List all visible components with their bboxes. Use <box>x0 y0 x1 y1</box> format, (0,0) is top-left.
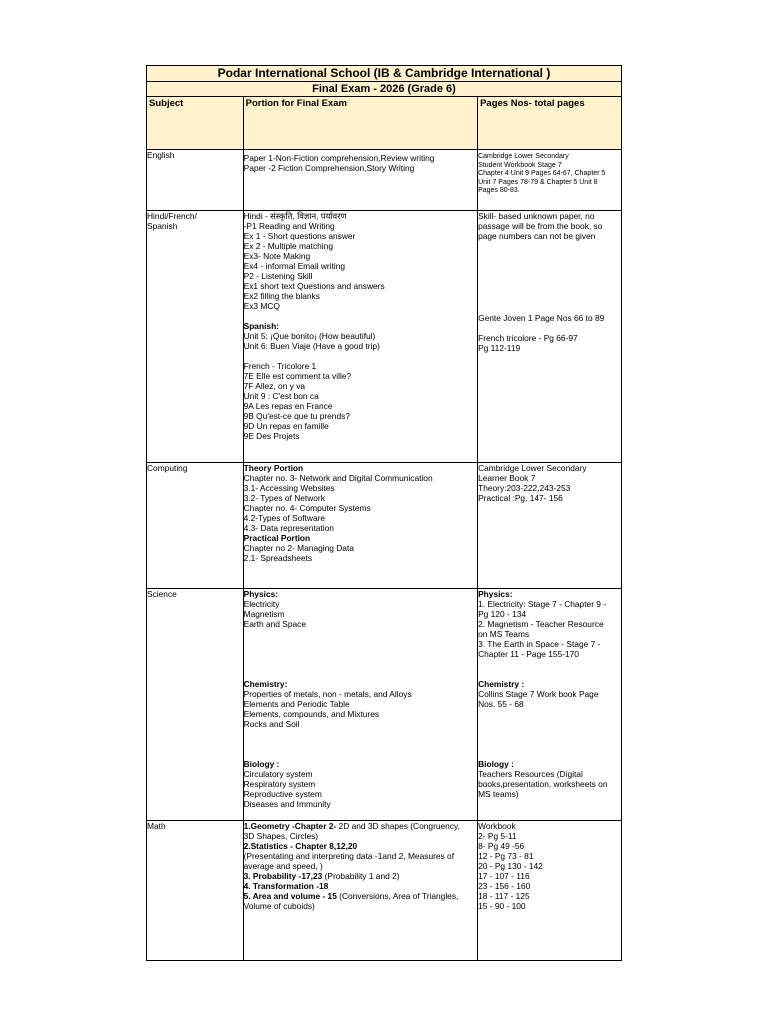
french-line: 7F Allez, on y va <box>243 381 306 391</box>
theory-line: Chapter no. 3- Network and Digital Communication <box>243 473 433 483</box>
header-portion: Portion for Final Exam <box>243 97 477 150</box>
row-english <box>147 150 622 211</box>
chemistry-line: Elements and Periodic Table <box>243 699 350 709</box>
pages-spanish: Gente Joven 1 Page Nos 66 to 89 <box>478 313 605 323</box>
pages-line: 15 - 90 - 100 <box>478 901 526 911</box>
subject-languages <box>147 211 244 463</box>
pages-line: books,presentation, worksheets on <box>478 779 608 789</box>
header-row <box>147 97 622 150</box>
biology-line: Diseases and Immunity <box>243 799 331 809</box>
math-line <box>244 891 477 901</box>
pages-math <box>478 821 622 961</box>
french-line: 9B Qu'est-ce que tu prends? <box>243 411 350 421</box>
hindi-line: Ex 1 - Short questions answer <box>243 231 356 241</box>
spanish-line: Unit 5: ¡Que bonito¡ (How beautiful) <box>243 331 376 341</box>
pages-french: Pg 112-119 <box>478 343 521 353</box>
math-rest: 2D and 3D shapes (Congruency, <box>336 821 460 831</box>
portion-science <box>243 589 477 821</box>
physics-line: Magnetism <box>243 609 285 619</box>
hindi-line: Ex2 filling the blanks <box>243 291 320 301</box>
pages-line: Unit 7 Pages 78-79 & Chapter 5 Unit 8 <box>478 178 598 186</box>
theory-line: 4.2-Types of Software <box>243 513 326 523</box>
school-title: Podar International School (IB & Cambridge International ) <box>147 66 622 82</box>
pages-line: Pages 80-83. <box>478 187 520 195</box>
math-rest: 3D Shapes, Circles) <box>243 831 319 841</box>
math-bold: 1.Geometry -Chapter 2- <box>243 821 337 831</box>
header-pages: Pages Nos- total pages <box>478 97 622 150</box>
title-row <box>147 66 622 82</box>
pages-line: Teachers Resources (Digital <box>478 769 583 779</box>
pages-line: Student Workbook Stage 7 <box>478 161 562 169</box>
pages-line: Collins Stage 7 Work book Page <box>478 689 599 699</box>
pages-computing <box>478 463 622 589</box>
physics-line: Electricity <box>243 599 280 609</box>
pages-line: 2- Pg 5-11 <box>478 831 517 841</box>
portion-computing <box>243 463 477 589</box>
pages-line: Workbook <box>478 821 516 831</box>
portion-languages <box>243 211 477 463</box>
theory-line: Chapter no. 4- Computer Systems <box>243 503 371 513</box>
row-languages <box>147 211 622 463</box>
pages-physics-heading: Physics: <box>478 589 513 599</box>
hindi-line: Ex3 MCQ <box>243 301 280 311</box>
math-rest: Volume of cuboids) <box>243 901 315 911</box>
pages-line: 12 - Pg 73 - 81 <box>478 851 534 861</box>
row-computing <box>147 463 622 589</box>
pages-line: 2. Magnetism - Teacher Resource <box>478 619 604 629</box>
math-line <box>244 871 477 881</box>
pages-line: 8- Pg 49 -56 <box>478 841 525 851</box>
pages-science <box>478 589 622 821</box>
math-line <box>244 851 477 861</box>
math-line <box>244 861 477 871</box>
biology-heading: Biology : <box>243 759 280 769</box>
header-subject: Subject <box>147 97 244 150</box>
physics-line: Earth and Space <box>243 619 307 629</box>
theory-heading: Theory Portion <box>243 463 304 473</box>
math-line <box>244 821 477 831</box>
row-math <box>147 821 622 961</box>
row-science <box>147 589 622 821</box>
pages-line: 17 - 107 - 116 <box>478 871 530 881</box>
theory-line: 3.2- Types of Network <box>243 493 325 503</box>
chemistry-heading: Chemistry: <box>243 679 288 689</box>
portion-line: Paper 1-Non-Fiction comprehension,Review writing <box>243 153 435 163</box>
chemistry-line: Rocks and Soil <box>243 719 300 729</box>
pages-line: Theory:203-222,243-253 <box>478 483 571 493</box>
hindi-line: Ex3- Note Making <box>243 251 311 261</box>
subject-computing: Computing <box>147 463 244 589</box>
chemistry-line: Properties of metals, non - metals, and Alloys <box>243 689 412 699</box>
pages-line: 18 - 117 - 125 <box>478 891 530 901</box>
pages-line: Cambridge Lower Secondary <box>478 463 587 473</box>
practical-line: 2.1- Spreadsheets <box>243 553 313 563</box>
hindi-line: Ex1 short text Questions and answers <box>243 281 385 291</box>
math-rest: average and speed, ) <box>243 861 323 871</box>
pages-biology-heading: Biology : <box>478 759 514 769</box>
pages-line: Practical :Pg. 147- 156 <box>478 493 563 503</box>
subject-line: Hindi/French/ <box>147 211 197 221</box>
exam-subtitle: Final Exam - 2026 (Grade 6) <box>147 82 622 97</box>
biology-line: Reproductive system <box>243 789 322 799</box>
subject-english: English <box>147 150 244 211</box>
exam-portion-table <box>146 65 622 961</box>
math-line <box>244 841 477 851</box>
hindi-line: -P1 Reading and Writing <box>243 221 335 231</box>
pages-languages <box>478 211 622 463</box>
pages-line: Nos. 55 - 68 <box>478 699 524 709</box>
pages-hindi: Skill- based unknown paper, no passage will be from the book, so page numbers can not be given <box>478 211 603 241</box>
theory-line: 3.1- Accessing Websites <box>243 483 335 493</box>
math-line <box>244 831 477 841</box>
pages-line: MS teams) <box>478 789 519 799</box>
subject-math: Math <box>147 821 244 961</box>
portion-line: Paper -2 Fiction Comprehension,Story Writing <box>243 163 415 173</box>
math-bold: 3. Probability -17,23 <box>243 871 323 881</box>
math-line <box>244 881 477 891</box>
pages-english <box>478 150 622 211</box>
pages-line: Pg 120 - 134 <box>478 609 527 619</box>
pages-line: on MS Teams <box>478 629 530 639</box>
pages-line: 23 - 156 - 160 <box>478 881 531 891</box>
spanish-line: Unit 6: Buen Viaje (Have a good trip) <box>243 341 380 351</box>
portion-english <box>243 150 477 211</box>
biology-line: Circulatory system <box>243 769 313 779</box>
pages-line: Chapter 11 - Page 155-170 <box>478 649 579 659</box>
hindi-line: Ex4 - informal Email writing <box>243 261 346 271</box>
french-line: 7E Elle est comment ta ville? <box>243 371 352 381</box>
practical-heading: Practical Portion <box>243 533 311 543</box>
french-line: 9D Un repas en famille <box>243 421 329 431</box>
hindi-line: P2 - Listening Skill <box>243 271 313 281</box>
french-line: 9A Les repas en France <box>243 401 333 411</box>
subject-line: Spanish <box>147 221 178 231</box>
pages-line: Cambridge Lower Secondary <box>478 153 569 160</box>
math-bold: 4. Transformation -18 <box>243 881 329 891</box>
chemistry-line: Elements, compounds, and Mixtures <box>243 709 380 719</box>
subject-science: Science <box>147 589 244 821</box>
pages-line: 1. Electricity: Stage 7 - Chapter 9 - <box>478 599 607 609</box>
subtitle-row <box>147 82 622 97</box>
practical-line: Chapter no 2- Managing Data <box>243 543 354 553</box>
math-rest: (Presentating and interpreting data -1and 2, Measures of <box>243 851 455 861</box>
hindi-line: Hindi - संस्कृति, विज्ञान, पर्यावरण <box>243 211 347 221</box>
math-line <box>244 901 477 911</box>
math-rest: (Conversions, Area of Triangles, <box>336 891 459 901</box>
portion-math <box>243 821 477 961</box>
physics-heading: Physics: <box>243 589 279 599</box>
pages-line: 3. The Earth in Space - Stage 7 - <box>478 639 601 649</box>
pages-line: Chapter 4 Unit 9 Pages 64-67, Chapter 5 <box>478 170 606 178</box>
pages-french: French tricolore - Pg 66-97 <box>478 333 578 343</box>
pages-line: 20 - Pg 130 - 142 <box>478 861 543 871</box>
hindi-line: Ex 2 - Multiple matching <box>243 241 333 251</box>
spanish-heading: Spanish: <box>243 321 279 331</box>
math-bold: 5. Area and volume - 15 <box>243 891 337 901</box>
pages-line: Learner Book 7 <box>478 473 536 483</box>
french-line: French - Tricolore 1 <box>243 361 317 371</box>
math-bold: 2.Statistics - Chapter 8,12,20 <box>243 841 358 851</box>
french-line: Unit 9 : C'est bon ca <box>243 391 319 401</box>
theory-line: 4.3- Data representation <box>243 523 334 533</box>
french-line: 9E Des Projets <box>243 431 300 441</box>
math-rest: (Probability 1 and 2) <box>322 871 400 881</box>
pages-chemistry-heading: Chemistry : <box>478 679 525 689</box>
biology-line: Respiratory system <box>243 779 316 789</box>
